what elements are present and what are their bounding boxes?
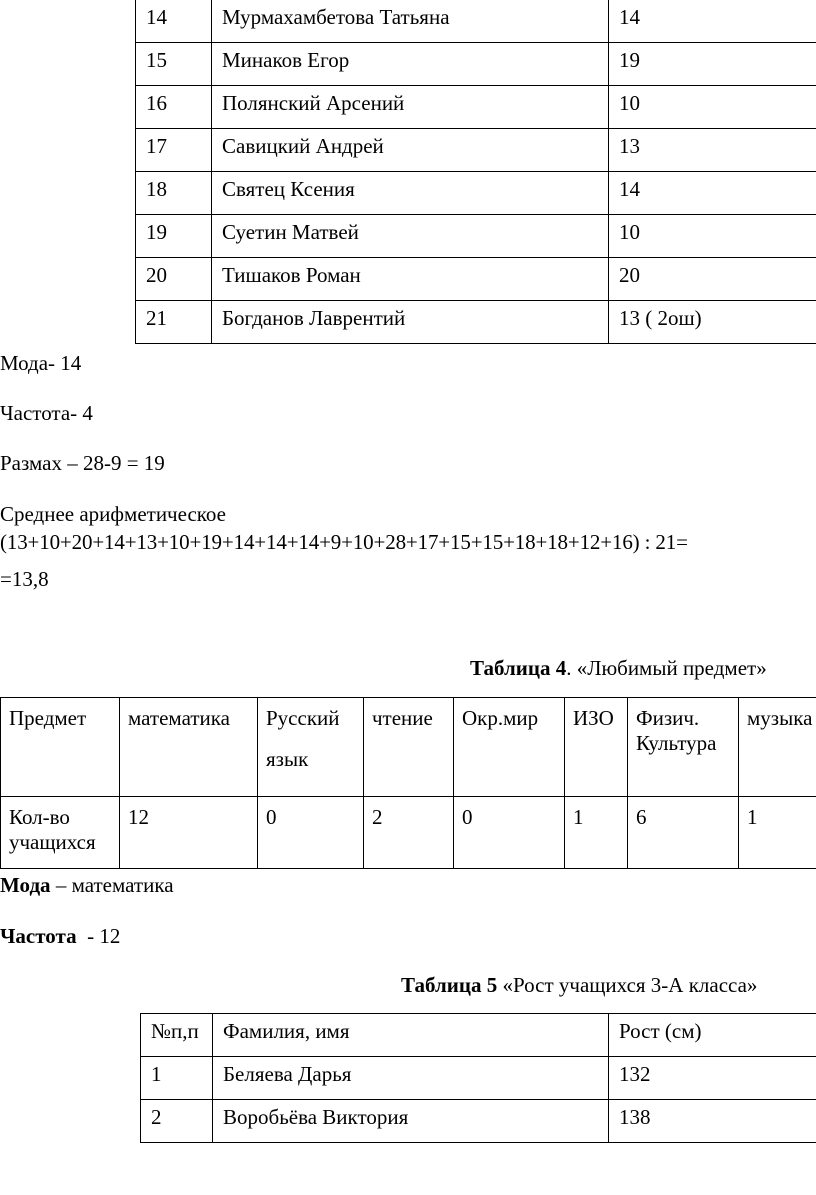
mode2-line — [0, 873, 174, 898]
subject-line: язык — [266, 747, 309, 772]
student-name: Суетин Матвей — [212, 215, 609, 258]
mean-label: Среднее арифметическое — [0, 502, 226, 526]
mode-line: Мода- 14 — [0, 351, 82, 375]
row-number: 1 — [141, 1057, 213, 1100]
count-cell: 1 — [565, 797, 628, 869]
column-header: Фамилия, имя — [213, 1014, 609, 1057]
student-name: Святец Ксения — [212, 172, 609, 215]
row-number: 18 — [136, 172, 212, 215]
column-header: Рост (см) — [609, 1014, 816, 1057]
table-header-row — [141, 1014, 816, 1057]
table4-caption-bold: Таблица 4 — [470, 656, 567, 680]
table-row — [1, 797, 816, 869]
table-row — [136, 0, 816, 43]
row-number: 20 — [136, 258, 212, 301]
frequency2-label: Частота — [0, 924, 77, 948]
student-name: Савицкий Андрей — [212, 129, 609, 172]
count-label-line: учащихся — [9, 830, 96, 855]
count-cell: 0 — [258, 797, 364, 869]
subject-cell: математика — [120, 698, 258, 797]
table4-caption — [470, 656, 767, 681]
student-name: Минаков Егор — [212, 43, 609, 86]
mean-formula: (13+10+20+14+13+10+19+14+14+14+9+10+28+17+15+15+18+18+12+16) : 21= — [0, 530, 688, 554]
frequency-line: Частота- 4 — [0, 401, 93, 425]
count-cell: 0 — [454, 797, 565, 869]
student-height: 132 — [609, 1057, 816, 1100]
subject-line: Культура — [636, 731, 717, 756]
mean-result: =13,8 — [0, 567, 49, 591]
frequency2-value: - 12 — [76, 924, 121, 948]
count-cell: 1 — [739, 797, 816, 869]
student-value: 13 — [609, 129, 816, 172]
count-label — [1, 797, 120, 869]
subject-cell — [258, 698, 364, 797]
student-value: 10 — [609, 215, 816, 258]
count-label-line: Кол-во — [9, 805, 70, 829]
table-row — [141, 1100, 816, 1143]
table5-caption-text: «Рост учащихся 3-А класса» — [497, 973, 758, 997]
table-row — [141, 1057, 816, 1100]
subject-cell: ИЗО — [565, 698, 628, 797]
student-value: 14 — [609, 172, 816, 215]
table-row — [136, 301, 816, 344]
row-number: 14 — [136, 0, 212, 43]
subject-cell — [628, 698, 739, 797]
student-name: Мурмахамбетова Татьяна — [212, 0, 609, 43]
subject-cell: музыка — [739, 698, 816, 797]
subject-line: Русский — [266, 706, 340, 730]
row-number: 19 — [136, 215, 212, 258]
student-value: 10 — [609, 86, 816, 129]
student-value: 20 — [609, 258, 816, 301]
favorite-subject-table — [0, 697, 816, 869]
row-number: 16 — [136, 86, 212, 129]
students-table — [135, 0, 816, 344]
row-number: 2 — [141, 1100, 213, 1143]
table-row — [136, 129, 816, 172]
count-cell: 2 — [364, 797, 454, 869]
column-header: №п,п — [141, 1014, 213, 1057]
table5-caption-bold: Таблица 5 — [401, 973, 498, 997]
student-name: Воробьёва Виктория — [213, 1100, 609, 1143]
count-cell: 12 — [120, 797, 258, 869]
mode2-value: – математика — [50, 873, 174, 897]
table-row — [136, 215, 816, 258]
row-number: 15 — [136, 43, 212, 86]
table-row — [1, 698, 816, 797]
table4-caption-text: . «Любимый предмет» — [566, 656, 767, 680]
student-height: 138 — [609, 1100, 816, 1143]
student-name: Беляева Дарья — [213, 1057, 609, 1100]
student-value: 14 — [609, 0, 816, 43]
table5-caption — [401, 973, 757, 998]
subject-cell: чтение — [364, 698, 454, 797]
row-number: 21 — [136, 301, 212, 344]
student-value: 19 — [609, 43, 816, 86]
subject-cell: Окр.мир — [454, 698, 565, 797]
row-number: 17 — [136, 129, 212, 172]
student-name: Тишаков Роман — [212, 258, 609, 301]
mode2-label: Мода — [0, 873, 51, 897]
count-cell: 6 — [628, 797, 739, 869]
student-name: Полянский Арсений — [212, 86, 609, 129]
range-line: Размах – 28-9 = 19 — [0, 451, 165, 475]
student-value: 13 ( 2ош) — [609, 301, 816, 344]
frequency2-line — [0, 924, 120, 949]
header-label: Предмет — [1, 698, 120, 797]
heights-table — [140, 1013, 816, 1143]
subject-line: Физич. — [636, 706, 700, 730]
student-name: Богданов Лаврентий — [212, 301, 609, 344]
table-row — [136, 258, 816, 301]
table-row — [136, 172, 816, 215]
table-row — [136, 86, 816, 129]
table-row — [136, 43, 816, 86]
